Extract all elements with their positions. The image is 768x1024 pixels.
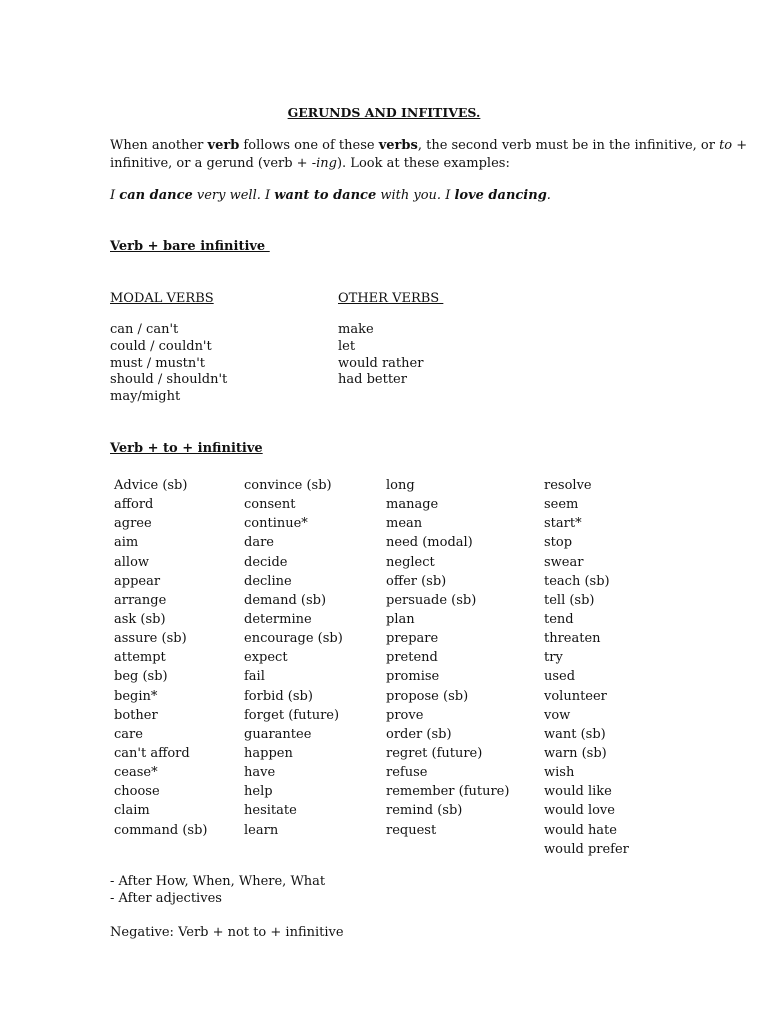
verb-column-3 — [386, 476, 509, 840]
list-item: afford — [114, 497, 154, 513]
other-verbs-header: OTHER VERBS — [338, 291, 444, 306]
list-item: request — [386, 822, 437, 838]
note-item: - After adjectives — [110, 890, 222, 906]
list-item: wish — [544, 765, 575, 781]
list-item: bother — [114, 707, 158, 723]
intro-paragraph — [110, 137, 747, 173]
list-item: beg (sb) — [114, 669, 168, 685]
list-item: can't afford — [114, 745, 190, 761]
list-item: consent — [244, 497, 296, 513]
example-sentences: I can dance very well. I want to dance with you. I love dancing. — [110, 188, 551, 203]
list-item: ask (sb) — [114, 611, 166, 627]
list-item: prove — [386, 707, 424, 723]
list-item: swear — [544, 554, 584, 570]
list-item: remember (future) — [386, 784, 510, 800]
list-item: help — [244, 784, 273, 800]
list-item: long — [386, 478, 415, 493]
list-item: persuade (sb) — [386, 592, 477, 608]
list-item: forget (future) — [244, 707, 340, 723]
list-item: assure (sb) — [114, 631, 187, 647]
list-item: demand (sb) — [244, 592, 327, 608]
list-item: would hate — [544, 822, 617, 838]
other-verbs-list — [338, 322, 423, 389]
list-item: pretend — [386, 650, 438, 666]
list-item: can / can't — [110, 322, 179, 337]
list-item: seem — [544, 497, 579, 513]
list-item: would prefer — [544, 841, 629, 857]
list-item: begin* — [114, 688, 158, 704]
modal-verbs-header: MODAL VERBS — [110, 291, 214, 306]
list-item: command (sb) — [114, 822, 208, 838]
page-title: GERUNDS AND INFITIVES. — [287, 105, 481, 120]
list-item: promise — [386, 669, 440, 685]
list-item: threaten — [544, 631, 601, 647]
list-item: make — [338, 322, 374, 337]
list-item: claim — [114, 803, 150, 819]
section-heading-bare-infinitive: Verb + bare infinitive — [110, 239, 270, 254]
list-item: need (modal) — [386, 535, 473, 551]
list-item: plan — [386, 611, 415, 627]
intro-line-2: infinitive, or a gerund (verb + -ing). Look at these examples: — [110, 156, 510, 171]
list-item: choose — [114, 784, 160, 800]
list-item: warn (sb) — [544, 745, 607, 761]
list-item: dare — [244, 535, 274, 551]
section-heading-to-infinitive: Verb + to + infinitive — [110, 441, 263, 456]
list-item: Advice (sb) — [114, 478, 188, 493]
list-item: let — [338, 338, 356, 354]
list-item: decline — [244, 573, 292, 589]
list-item: determine — [244, 611, 312, 627]
list-item: try — [544, 650, 563, 666]
list-item: hesitate — [244, 803, 297, 819]
list-item: want (sb) — [544, 726, 606, 742]
list-item: agree — [114, 516, 152, 532]
list-item: should / shouldn't — [110, 372, 228, 388]
list-item: arrange — [114, 592, 167, 608]
list-item: vow — [544, 707, 571, 723]
list-item: mean — [386, 516, 423, 532]
list-item: aim — [114, 535, 139, 551]
list-item: learn — [244, 822, 279, 838]
list-item: stop — [544, 535, 573, 551]
negative-rule: Negative: Verb + not to + infinitive — [110, 925, 344, 940]
intro-line-1: When another verb follows one of these verbs, the second verb must be in the infinitive, or to + — [110, 138, 748, 153]
list-item: neglect — [386, 554, 435, 570]
list-item: could / couldn't — [110, 338, 212, 354]
list-item: used — [544, 669, 576, 685]
list-item: cease* — [114, 765, 158, 781]
list-item: forbid (sb) — [244, 688, 313, 704]
list-item: guarantee — [244, 726, 312, 742]
list-item: would like — [544, 784, 612, 800]
list-item: volunteer — [544, 688, 607, 704]
list-item: propose (sb) — [386, 688, 469, 704]
list-item: remind (sb) — [386, 803, 463, 819]
list-item: teach (sb) — [544, 573, 610, 589]
list-item: decide — [244, 554, 288, 570]
list-item: resolve — [544, 478, 592, 493]
list-item: attempt — [114, 650, 166, 666]
list-item: offer (sb) — [386, 573, 447, 589]
list-item: happen — [244, 745, 293, 761]
verb-column-4 — [544, 476, 629, 859]
list-item: appear — [114, 573, 161, 589]
note-item: - After How, When, Where, What — [110, 874, 326, 889]
list-item: had better — [338, 372, 407, 388]
list-item: order (sb) — [386, 726, 452, 742]
list-item: tell (sb) — [544, 592, 595, 608]
list-item: start* — [544, 516, 582, 532]
list-item: would love — [544, 803, 615, 819]
list-item: must / mustn't — [110, 355, 206, 371]
list-item: fail — [244, 669, 265, 685]
list-item: continue* — [244, 516, 308, 532]
modal-verbs-list — [110, 322, 227, 406]
list-item: have — [244, 765, 276, 781]
list-item: may/might — [110, 389, 181, 405]
list-item: allow — [114, 554, 150, 570]
list-item: prepare — [386, 631, 439, 647]
list-item: regret (future) — [386, 745, 483, 761]
list-item: manage — [386, 497, 439, 513]
list-item: care — [114, 726, 143, 742]
verb-column-1 — [114, 476, 207, 840]
notes-list — [110, 874, 325, 908]
list-item: would rather — [338, 355, 424, 371]
verb-column-2 — [244, 476, 343, 840]
list-item: expect — [244, 650, 288, 666]
list-item: tend — [544, 611, 574, 627]
list-item: refuse — [386, 765, 428, 781]
list-item: convince (sb) — [244, 478, 332, 493]
list-item: encourage (sb) — [244, 631, 343, 647]
